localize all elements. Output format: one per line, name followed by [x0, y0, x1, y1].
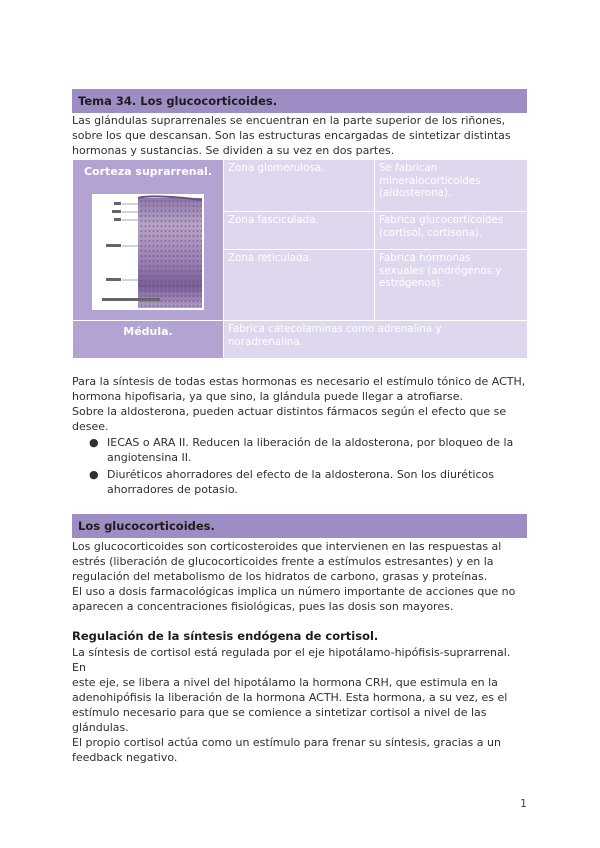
zone-fasciculada-desc — [375, 212, 528, 250]
desc-line: Se fabrican — [379, 162, 438, 174]
list-item — [72, 435, 527, 465]
cortex-cell — [73, 160, 224, 321]
cortex-label: Corteza suprarrenal. — [83, 165, 213, 178]
text-line: Los glucocorticoides son corticosteroides que intervienen en las respuestas al — [72, 540, 502, 553]
bullet-icon: ● — [89, 468, 99, 481]
adrenal-micrograph-image — [92, 194, 204, 310]
medulla-desc — [224, 321, 528, 359]
text-line: desee. — [72, 420, 109, 433]
section-heading-glucocorticoides — [72, 514, 527, 538]
desc-line: (cortisol, cortisona). — [379, 226, 483, 239]
desc-line: estrógenos). — [379, 277, 444, 289]
text-line: Las glándulas suprarrenales se encuentran en la parte superior de los riñones, — [72, 114, 506, 127]
desc-line: Fabrica glucocorticoides — [379, 214, 504, 226]
section-heading-tema34 — [72, 89, 527, 113]
text-line: ahorradores de potasio. — [107, 483, 238, 496]
zone-name: Zona fasciculada. — [228, 214, 319, 226]
table-row — [73, 160, 528, 212]
text-line: feedback negativo. — [72, 751, 178, 764]
bullet-icon: ● — [89, 436, 99, 449]
text-line: hormonas y sustancias. Se dividen a su vez en dos partes. — [72, 144, 395, 157]
adrenal-structure-table — [72, 159, 528, 359]
text-line: La síntesis de cortisol está regulada por el eje hipotálamo-hipófisis-suprarrenal. En — [72, 646, 511, 674]
text-line: aparecen a concentraciones fisiológicas, pues las dosis son mayores. — [72, 600, 454, 613]
desc-line: Fabrica catecolaminas como adrenalina y — [228, 323, 442, 335]
text-line: IECAS o ARA II. Reducen la liberación de la aldosterona, por bloqueo de la — [107, 436, 514, 449]
text-line: hormona hipofisaria, ya que sino, la glándula puede llegar a atrofiarse. — [72, 390, 463, 403]
text-line: El uso a dosis farmacológicas implica un número importante de acciones que no — [72, 585, 516, 598]
zone-glomerulosa-cell — [224, 160, 375, 212]
drug-list — [72, 435, 527, 497]
text-line: estímulo necesario para que se comience a sintetizar cortisol a nivel de las — [72, 706, 487, 719]
medulla-cell — [73, 321, 224, 359]
text-line: regulación del metabolismo de los hidratos de carbono, grasas y proteínas. — [72, 570, 488, 583]
desc-line: (aldosterona). — [379, 187, 452, 199]
text-line: este eje, se libera a nivel del hipotálamo la hormona CRH, que estimula en la — [72, 676, 498, 689]
text-line: Para la síntesis de todas estas hormonas es necesario el estímulo tónico de ACTH, — [72, 375, 526, 388]
text-line: estrés (liberación de glucocorticoides frente a estímulos estresantes) y en la — [72, 555, 494, 568]
zone-reticulada-cell — [224, 250, 375, 321]
list-item — [72, 467, 527, 497]
desc-line: mineralocorticoides — [379, 174, 481, 187]
zone-glomerulosa-desc — [375, 160, 528, 212]
table-row — [73, 321, 528, 359]
subheading-cortisol-regulation: Regulación de la síntesis endógena de cortisol. — [72, 629, 379, 643]
text-line: Diuréticos ahorradores del efecto de la aldosterona. Son los diuréticos — [107, 468, 494, 481]
desc-line: sexuales (andrógenos y — [379, 264, 502, 277]
text-line: angiotensina II. — [107, 451, 192, 464]
intro-paragraph — [72, 113, 527, 158]
glucocorticoid-paragraph — [72, 539, 527, 614]
section-heading-text: Los glucocorticoides. — [78, 519, 215, 533]
page-number: 1 — [520, 797, 527, 810]
section-heading-text: Tema 34. Los glucocorticoides. — [78, 94, 278, 108]
text-line: Sobre la aldosterona, pueden actuar distintos fármacos según el efecto que se — [72, 405, 507, 418]
regulation-paragraph — [72, 645, 527, 765]
zone-name: Zona glomerulosa. — [228, 162, 325, 174]
desc-line: Fabrica hormonas — [379, 252, 471, 264]
text-line: sobre los que descansan. Son las estructuras encargadas de sintetizar distintas — [72, 129, 511, 142]
text-line: glándulas. — [72, 721, 129, 734]
zone-fasciculada-cell — [224, 212, 375, 250]
zone-name: Zona reticulada. — [228, 252, 313, 264]
acth-paragraph — [72, 374, 527, 434]
text-line: El propio cortisol actúa como un estímulo para frenar su síntesis, gracias a un — [72, 736, 501, 749]
zone-reticulada-desc — [375, 250, 528, 321]
desc-line: noradrenalina. — [228, 335, 303, 348]
medulla-label: Médula. — [123, 325, 173, 338]
text-line: adenohipófisis la liberación de la hormona ACTH. Esta hormona, a su vez, es el — [72, 691, 508, 704]
